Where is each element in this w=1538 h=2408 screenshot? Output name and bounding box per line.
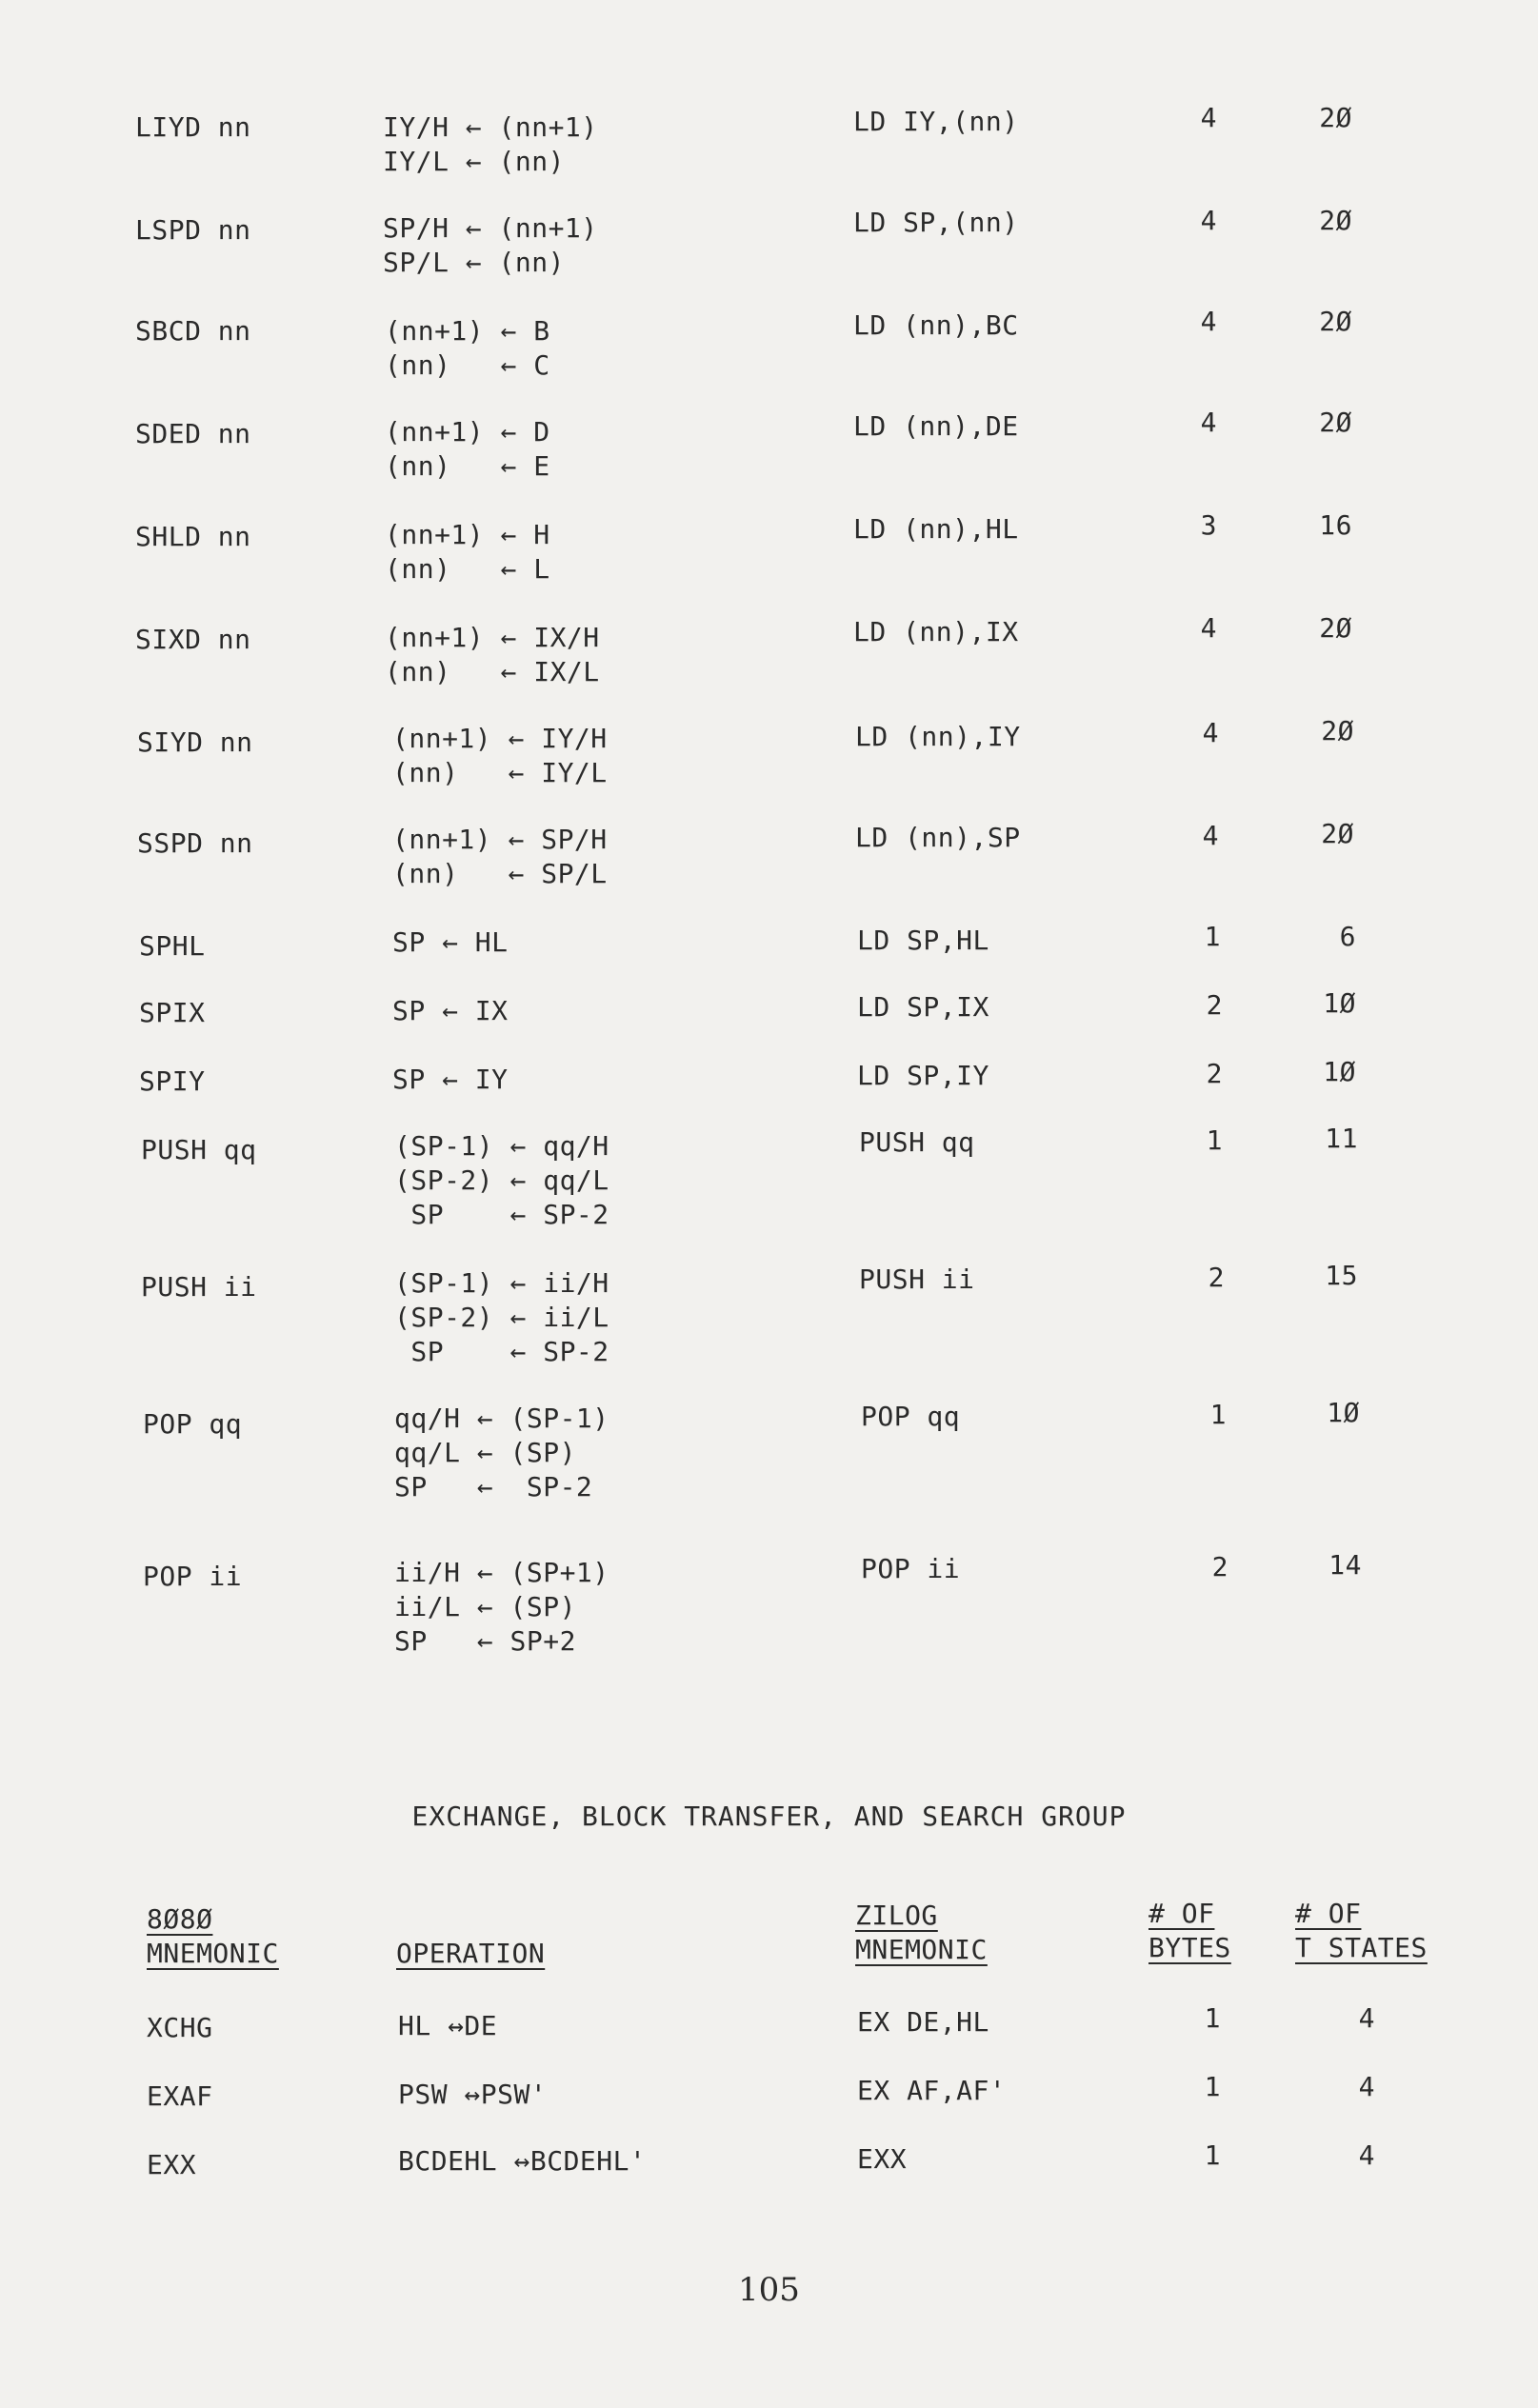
operation: PSW ↔PSW'	[398, 2079, 548, 2110]
t-state-count: 2Ø	[1321, 715, 1354, 746]
mnemonic-8080: PUSH qq	[141, 1134, 257, 1165]
operation: (nn+1) ← B (nn) ← C	[385, 315, 550, 381]
t-state-count: 4	[1358, 2139, 1375, 2171]
mnemonic-8080: SPIX	[139, 997, 206, 1028]
byte-count: 2	[1206, 1058, 1223, 1089]
zilog-mnemonic: LD (nn),IX	[853, 616, 1019, 647]
operation: (nn+1) ← IY/H (nn) ← IY/L	[392, 723, 608, 788]
operation: (SP-1) ← ii/H (SP-2) ← ii/L SP ← SP-2	[394, 1267, 609, 1367]
header-operation: OPERATION	[396, 1938, 546, 1969]
byte-count: 1	[1209, 1399, 1227, 1430]
t-state-count: 4	[1358, 2071, 1375, 2102]
zilog-mnemonic: POP ii	[861, 1553, 961, 1584]
header-8080-mnemonic: 8Ø8Ø MNEMONIC	[147, 1903, 279, 1969]
zilog-mnemonic: LD (nn),DE	[853, 410, 1019, 442]
mnemonic-8080: SSPD nn	[137, 827, 253, 859]
byte-count: 2	[1208, 1262, 1225, 1293]
byte-count: 1	[1204, 921, 1221, 952]
section-title: EXCHANGE, BLOCK TRANSFER, AND SEARCH GROUP	[411, 1801, 1127, 1832]
operation: SP ← IY	[392, 1064, 509, 1095]
t-state-count: 2Ø	[1319, 407, 1352, 438]
t-state-count: 6	[1339, 921, 1356, 952]
t-state-count: 2Ø	[1319, 102, 1352, 133]
operation: qq/H ← (SP-1) qq/L ← (SP) SP ← SP-2	[394, 1403, 609, 1503]
operation: (nn+1) ← D (nn) ← E	[385, 416, 550, 482]
zilog-mnemonic: LD (nn),BC	[853, 309, 1019, 341]
operation: (SP-1) ← qq/H (SP-2) ← qq/L SP ← SP-2	[394, 1130, 609, 1230]
operation: SP ← HL	[392, 926, 509, 958]
zilog-mnemonic: LD SP,HL	[857, 925, 989, 956]
zilog-mnemonic: LD SP,IY	[857, 1060, 989, 1091]
byte-count: 4	[1202, 717, 1219, 748]
operation: HL ↔DE	[398, 2010, 498, 2041]
zilog-mnemonic: LD (nn),HL	[853, 513, 1019, 545]
byte-count: 4	[1200, 407, 1217, 438]
zilog-mnemonic: LD SP,IX	[857, 991, 989, 1023]
zilog-mnemonic: EX DE,HL	[857, 2006, 989, 2038]
byte-count: 4	[1200, 205, 1217, 236]
zilog-mnemonic: PUSH qq	[859, 1126, 975, 1158]
t-state-count: 15	[1325, 1260, 1358, 1291]
byte-count: 4	[1200, 102, 1217, 133]
zilog-mnemonic: LD (nn),IY	[855, 721, 1021, 752]
mnemonic-8080: EXAF	[147, 2080, 213, 2112]
mnemonic-8080: EXX	[147, 2149, 197, 2180]
operation: (nn+1) ← IX/H (nn) ← IX/L	[385, 622, 600, 687]
t-state-count: 1Ø	[1323, 987, 1356, 1019]
zilog-mnemonic: LD (nn),SP	[855, 822, 1021, 853]
page-number: 105	[738, 2271, 800, 2309]
t-state-count: 2Ø	[1319, 306, 1352, 337]
mnemonic-8080: LIYD nn	[135, 111, 251, 143]
header-bytes: # OF BYTES	[1149, 1898, 1231, 1963]
operation: (nn+1) ← H (nn) ← L	[385, 519, 550, 585]
mnemonic-8080: SHLD nn	[135, 521, 251, 552]
t-state-count: 1Ø	[1327, 1397, 1360, 1428]
t-state-count: 11	[1325, 1123, 1358, 1154]
header-t-states: # OF T STATES	[1295, 1898, 1428, 1963]
zilog-mnemonic: EXX	[857, 2143, 908, 2175]
byte-count: 4	[1200, 612, 1217, 644]
t-state-count: 14	[1328, 1549, 1362, 1581]
operation: IY/H ← (nn+1) IY/L ← (nn)	[383, 111, 598, 177]
operation: SP/H ← (nn+1) SP/L ← (nn)	[383, 212, 598, 278]
mnemonic-8080: PUSH ii	[141, 1271, 257, 1303]
mnemonic-8080: POP qq	[143, 1408, 243, 1440]
zilog-mnemonic: PUSH ii	[859, 1264, 975, 1295]
byte-count: 2	[1206, 989, 1223, 1021]
t-state-count: 2Ø	[1319, 205, 1352, 236]
mnemonic-8080: SPHL	[139, 930, 206, 962]
mnemonic-8080: SBCD nn	[135, 315, 251, 347]
t-state-count: 1Ø	[1323, 1056, 1356, 1087]
mnemonic-8080: POP ii	[143, 1561, 243, 1592]
byte-count: 4	[1200, 306, 1217, 337]
mnemonic-8080: SPIY	[139, 1065, 206, 1097]
t-state-count: 4	[1358, 2002, 1375, 2034]
t-state-count: 2Ø	[1319, 612, 1352, 644]
byte-count: 1	[1204, 2139, 1221, 2171]
mnemonic-8080: SDED nn	[135, 418, 251, 449]
zilog-mnemonic: POP qq	[861, 1401, 961, 1432]
byte-count: 1	[1204, 2002, 1221, 2034]
mnemonic-8080: XCHG	[147, 2012, 213, 2043]
operation: (nn+1) ← SP/H (nn) ← SP/L	[392, 824, 608, 889]
operation: BCDEHL ↔BCDEHL'	[398, 2145, 647, 2177]
operation: SP ← IX	[392, 995, 509, 1026]
byte-count: 4	[1202, 820, 1219, 851]
t-state-count: 2Ø	[1321, 818, 1354, 849]
operation: ii/H ← (SP+1) ii/L ← (SP) SP ← SP+2	[394, 1557, 609, 1657]
t-state-count: 16	[1319, 509, 1352, 541]
mnemonic-8080: LSPD nn	[135, 214, 251, 246]
mnemonic-8080: SIYD nn	[137, 726, 253, 758]
byte-count: 2	[1211, 1551, 1228, 1582]
byte-count: 3	[1200, 509, 1217, 541]
byte-count: 1	[1204, 2071, 1221, 2102]
zilog-mnemonic: EX AF,AF'	[857, 2075, 1007, 2106]
byte-count: 1	[1206, 1124, 1223, 1156]
zilog-mnemonic: LD IY,(nn)	[853, 106, 1019, 137]
mnemonic-8080: SIXD nn	[135, 624, 251, 655]
zilog-mnemonic: LD SP,(nn)	[853, 207, 1019, 238]
header-zilog-mnemonic: ZILOG MNEMONIC	[855, 1900, 988, 1965]
